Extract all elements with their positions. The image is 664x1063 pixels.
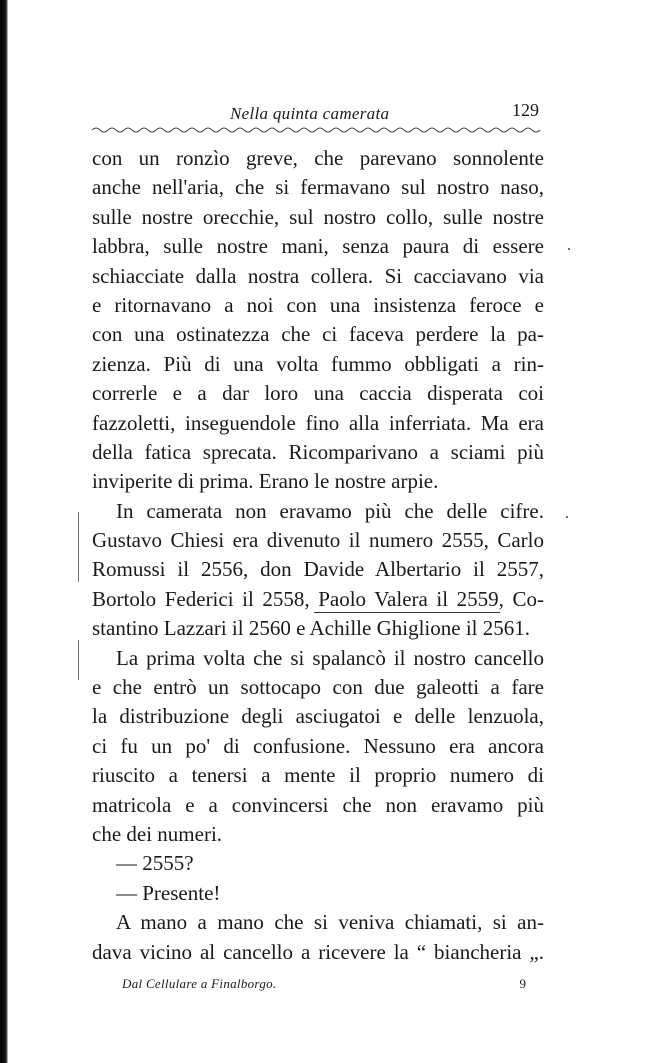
text-line: Romussi il 2556, don Davide Albertario il 2557, [92, 557, 544, 582]
text-line: correrle e a dar loro una caccia disperata coi [92, 381, 544, 406]
text-line: anche nell'aria, che si fermavano sul nostro naso, [92, 175, 544, 200]
text-line: e che entrò un sottocapo con due galeotti a fare [92, 675, 544, 700]
text-line: stantino Lazzari il 2560 e Achille Ghiglione il 2561. [92, 616, 530, 641]
margin-pencil-mark [78, 512, 79, 582]
text-line: inviperite di prima. Erano le nostre arpie. [92, 469, 439, 494]
page-footer [92, 976, 532, 996]
text-line: schiacciate dalla nostra collera. Si cacciavano via [92, 263, 544, 288]
footer-book-title: Dal Cellulare a Finalborgo. [122, 976, 277, 991]
text-line: matricola e a convincersi che non eravamo più [92, 792, 544, 817]
text-line: riuscito a tenersi a mente il proprio numero di [92, 763, 544, 788]
margin-pencil-mark [78, 640, 79, 680]
running-title: Nella quinta camerata [230, 104, 390, 123]
text-line: labbra, sulle nostre mani, senza paura di essere [92, 234, 544, 259]
header-wavy-rule [92, 125, 542, 135]
dialogue-line: — Presente! [116, 880, 221, 905]
text-line: con un ronzìo greve, che parevano sonnolente [92, 146, 544, 170]
signature-mark: 9 [519, 976, 526, 991]
text-line: In camerata non eravamo più che delle cifre. [116, 498, 544, 523]
text-line: la distribuzione degli asciugatoi e delle lenzuola, [92, 704, 544, 729]
text-line: sulle nostre orecchie, sul nostro collo, sulle nostre [92, 204, 544, 229]
text-line: Bortolo Federici il 2558, Paolo Valera il 2559, Co- [92, 586, 544, 611]
wavy-rule-line [92, 128, 540, 132]
text-line: e ritornavano a noi con una insistenza feroce e [92, 292, 544, 317]
text-line: ci fu un po' di confusione. Nessuno era ancora [92, 733, 544, 758]
text-line: con una ostinatezza che ci faceva perdere la pa- [92, 322, 544, 347]
ink-speck [566, 516, 568, 518]
text-line: La prima volta che si spalancò il nostro cancello [116, 645, 544, 670]
text-line: A mano a mano che si veniva chiamati, si an- [116, 910, 544, 935]
text-line: zienza. Più di una volta fummo obbligati a rin- [92, 351, 544, 376]
page-header [92, 100, 542, 124]
page-number: 129 [512, 100, 539, 120]
text-line: dava vicino al cancello a ricevere la “ biancheria „. [92, 939, 544, 964]
text-line: della fatica sprecata. Ricomparivano a sciami più [92, 439, 544, 464]
body-text [92, 144, 544, 967]
dialogue-line: — 2555? [116, 851, 194, 876]
book-binding-edge [0, 0, 8, 1063]
text-line: fazzoletti, inseguendole fino alla inferriata. Ma era [92, 410, 544, 435]
ink-speck [568, 248, 570, 250]
text-line: che dei numeri. [92, 821, 223, 846]
pencil-underline [314, 612, 500, 613]
text-line: Gustavo Chiesi era divenuto il numero 2555, Carlo [92, 528, 544, 553]
